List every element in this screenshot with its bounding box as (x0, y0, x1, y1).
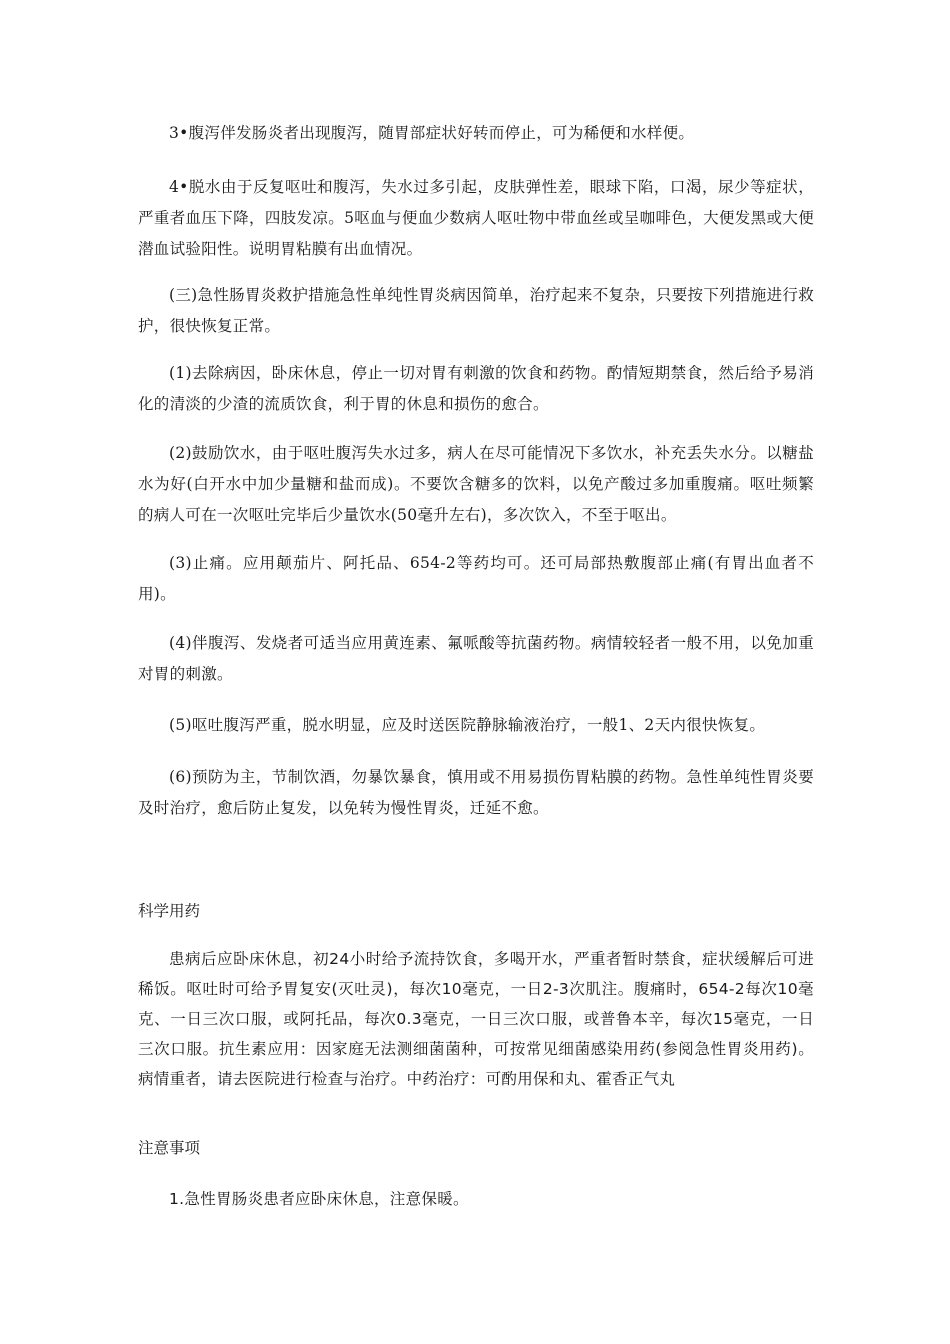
paragraph-measure-6: (6)预防为主，节制饮酒，勿暴饮暴食，慎用或不用易损伤胃粘膜的药物。急性单纯性胃炎要及时治疗，愈后防止复发，以免转为慢性胃炎，迁延不愈。 (138, 768, 814, 817)
heading-precautions: 注意事项 (138, 1139, 201, 1157)
paragraph-rescue-intro: (三)急性肠胃炎救护措施急性单纯性胃炎病因简单，治疗起来不复杂，只要按下列措施进行救护，很快恢复正常。 (138, 286, 814, 335)
list-item-precaution-1: 1.急性胃肠炎患者应卧床休息，注意保暖。 (169, 1190, 469, 1208)
paragraph-measure-1: (1)去除病因，卧床休息，停止一切对胃有刺激的饮食和药物。酌情短期禁食，然后给予易消化的清淡的少渣的流质饮食，利于胃的休息和损伤的愈合。 (138, 364, 814, 413)
paragraph-measure-3: (3)止痛。应用颠茄片、阿托品、654-2等药均可。还可局部热敷腹部止痛(有胃出血者不用)。 (138, 554, 814, 603)
paragraph-measure-5: (5)呕吐腹泻严重，脱水明显，应及时送医院静脉输液治疗，一般1、2天内很快恢复。 (169, 716, 766, 734)
paragraph-measure-4: (4)伴腹泻、发烧者可适当应用黄连素、氟哌酸等抗菌药物。病情较轻者一般不用，以免加重对胃的刺激。 (138, 634, 814, 683)
paragraph-diarrhea: 3•腹泻伴发肠炎者出现腹泻，随胃部症状好转而停止，可为稀便和水样便。 (169, 124, 695, 142)
paragraph-dehydration: 4•脱水由于反复呕吐和腹泻，失水过多引起，皮肤弹性差，眼球下陷，口渴，尿少等症状，严重者血压下降，四肢发凉。5呕血与便血少数病人呕吐物中带血丝或呈咖啡色，大便发黑或大便潜血试验阳性。说明胃粘膜有出血情况。 (138, 178, 814, 258)
heading-scientific-medication: 科学用药 (138, 902, 201, 920)
paragraph-medication: 患病后应卧床休息，初24小时给予流持饮食，多喝开水，严重者暂时禁食，症状缓解后可进稀饭。呕吐时可给予胃复安(灭吐灵)，每次10毫克，一日2-3次肌注。腹痛时，654-2每次10毫克、一日三次口服，或阿托品，每次0.3毫克，一日三次口服，或普鲁本辛，每次15毫克，一日三次口服。抗生素应用：因家庭无法测细菌菌种，可按常见细菌感染用药(参阅急性胃炎用药)。病情重者，请去医院进行检查与治疗。中药治疗：可酌用保和丸、霍香正气丸 (138, 950, 814, 1088)
paragraph-measure-2: (2)鼓励饮水，由于呕吐腹泻失水过多，病人在尽可能情况下多饮水，补充丢失水分。以糖盐水为好(白开水中加少量糖和盐而成)。不要饮含糖多的饮料，以免产酸过多加重腹痛。呕吐频繁的病人可在一次呕吐完毕后少量饮水(50毫升左右)，多次饮入，不至于呕出。 (138, 444, 814, 524)
